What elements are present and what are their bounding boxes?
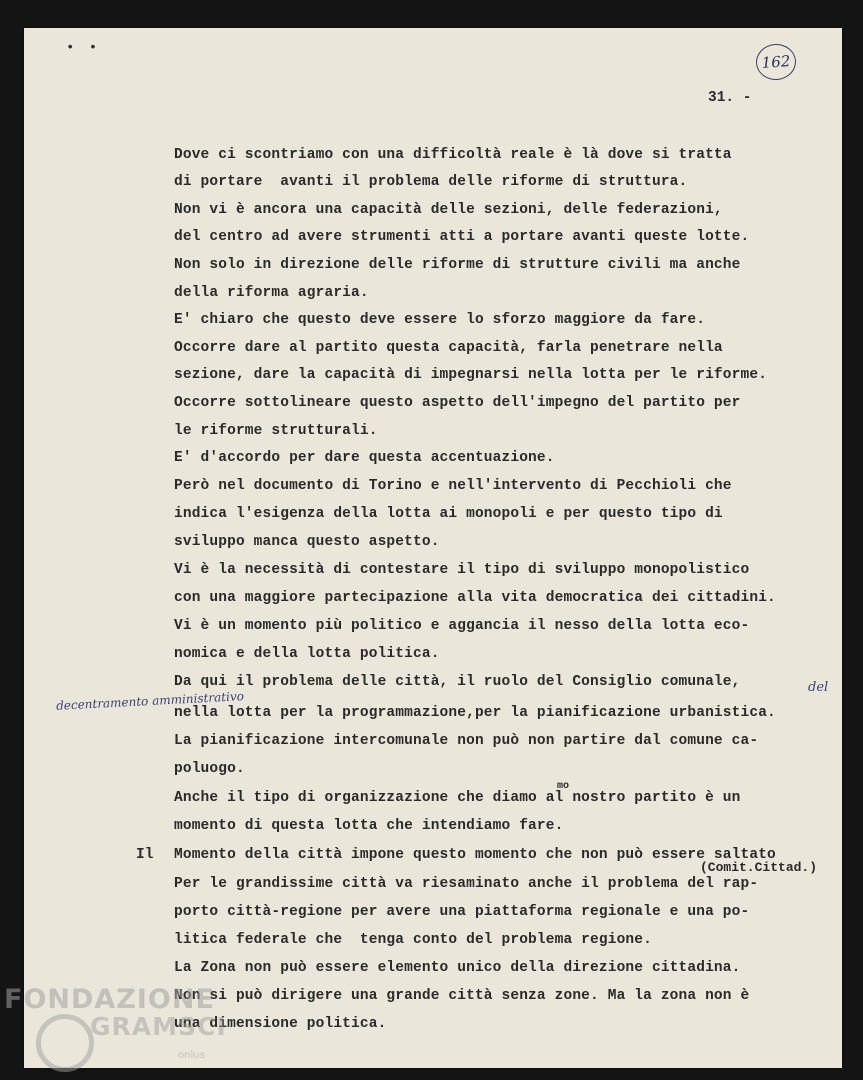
text-line: Non si può dirigere una grande città senza zone. Ma la zona non è xyxy=(174,988,750,1004)
archive-page-number: 162 xyxy=(755,43,797,82)
text-line: del centro ad avere strumenti atti a portare avanti queste lotte. xyxy=(174,229,750,245)
typed-page-number: 31. - xyxy=(708,90,752,106)
text-line: di portare avanti il problema delle riforme di struttura. xyxy=(174,174,688,190)
text-line: Però nel documento di Torino e nell'intervento di Pecchioli che xyxy=(174,478,732,494)
text-line: le riforme strutturali. xyxy=(174,423,378,439)
handwritten-margin-note: decentramento amministrativo xyxy=(55,689,245,713)
text-line: Per le grandissime città va riesaminato anche il problema del rap- xyxy=(174,876,759,892)
text-line: della riforma agraria. xyxy=(174,285,369,301)
typed-margin-note: (Comit.Cittad.) xyxy=(700,860,818,875)
text-line: nella lotta per la programmazione,per la pianificazione urbanistica. xyxy=(174,705,776,721)
text-line: litica federale che tenga conto del problema regione. xyxy=(174,932,652,948)
typed-correction: mo xyxy=(557,781,570,792)
text-line: Occorre sottolineare questo aspetto dell'impegno del partito per xyxy=(174,395,741,411)
watermark-gramsci: GRAMSCI xyxy=(90,1012,227,1041)
gramsci-logo-icon xyxy=(36,1014,94,1072)
text-line: La pianificazione intercomunale non può non partire dal comune ca- xyxy=(174,733,759,749)
text-line: Momento della città impone questo momento che non può essere saltato xyxy=(174,847,776,863)
text-line: Da qui il problema delle città, il ruolo del Consiglio comunale, xyxy=(174,674,741,690)
text-line: Occorre dare al partito questa capacità, farla penetrare nella xyxy=(174,340,723,356)
text-line: sviluppo manca questo aspetto. xyxy=(174,534,440,550)
punch-dots: • • xyxy=(66,40,101,56)
text-line: Vi è la necessità di contestare il tipo di sviluppo monopolistico xyxy=(174,562,750,578)
text-line: porto città-regione per avere una piattaforma regionale e una po- xyxy=(174,904,750,920)
text-line: E' d'accordo per dare questa accentuazione. xyxy=(174,450,555,466)
text-line: momento di questa lotta che intendiamo fare. xyxy=(174,818,564,834)
text-line: Anche il tipo di organizzazione che diamo al nostro partito è un xyxy=(174,790,741,806)
text-line: nomica e della lotta politica. xyxy=(174,646,440,662)
watermark-fondazione: FONDAZIONE xyxy=(4,984,215,1015)
text-line: una dimensione politica. xyxy=(174,1016,387,1032)
text-line: Dove ci scontriamo con una difficoltà reale è là dove si tratta xyxy=(174,147,732,163)
text-line: indica l'esigenza della lotta ai monopoli e per questo tipo di xyxy=(174,506,723,522)
handwritten-insert: del xyxy=(808,680,829,695)
text-line: Non vi è ancora una capacità delle sezioni, delle federazioni, xyxy=(174,202,723,218)
text-line: poluogo. xyxy=(174,761,245,777)
text-line: Vi è un momento più politico e aggancia il nesso della lotta eco- xyxy=(174,618,750,634)
watermark-onlus: onlus xyxy=(178,1050,205,1061)
margin-section-number: Il xyxy=(136,847,154,863)
text-line: sezione, dare la capacità di impegnarsi nella lotta per le riforme. xyxy=(174,367,768,383)
text-line: Non solo in direzione delle riforme di strutture civili ma anche xyxy=(174,257,741,273)
text-line: La Zona non può essere elemento unico della direzione cittadina. xyxy=(174,960,741,976)
text-line: con una maggiore partecipazione alla vita democratica dei cittadini. xyxy=(174,590,776,606)
text-line: E' chiaro che questo deve essere lo sforzo maggiore da fare. xyxy=(174,312,706,328)
